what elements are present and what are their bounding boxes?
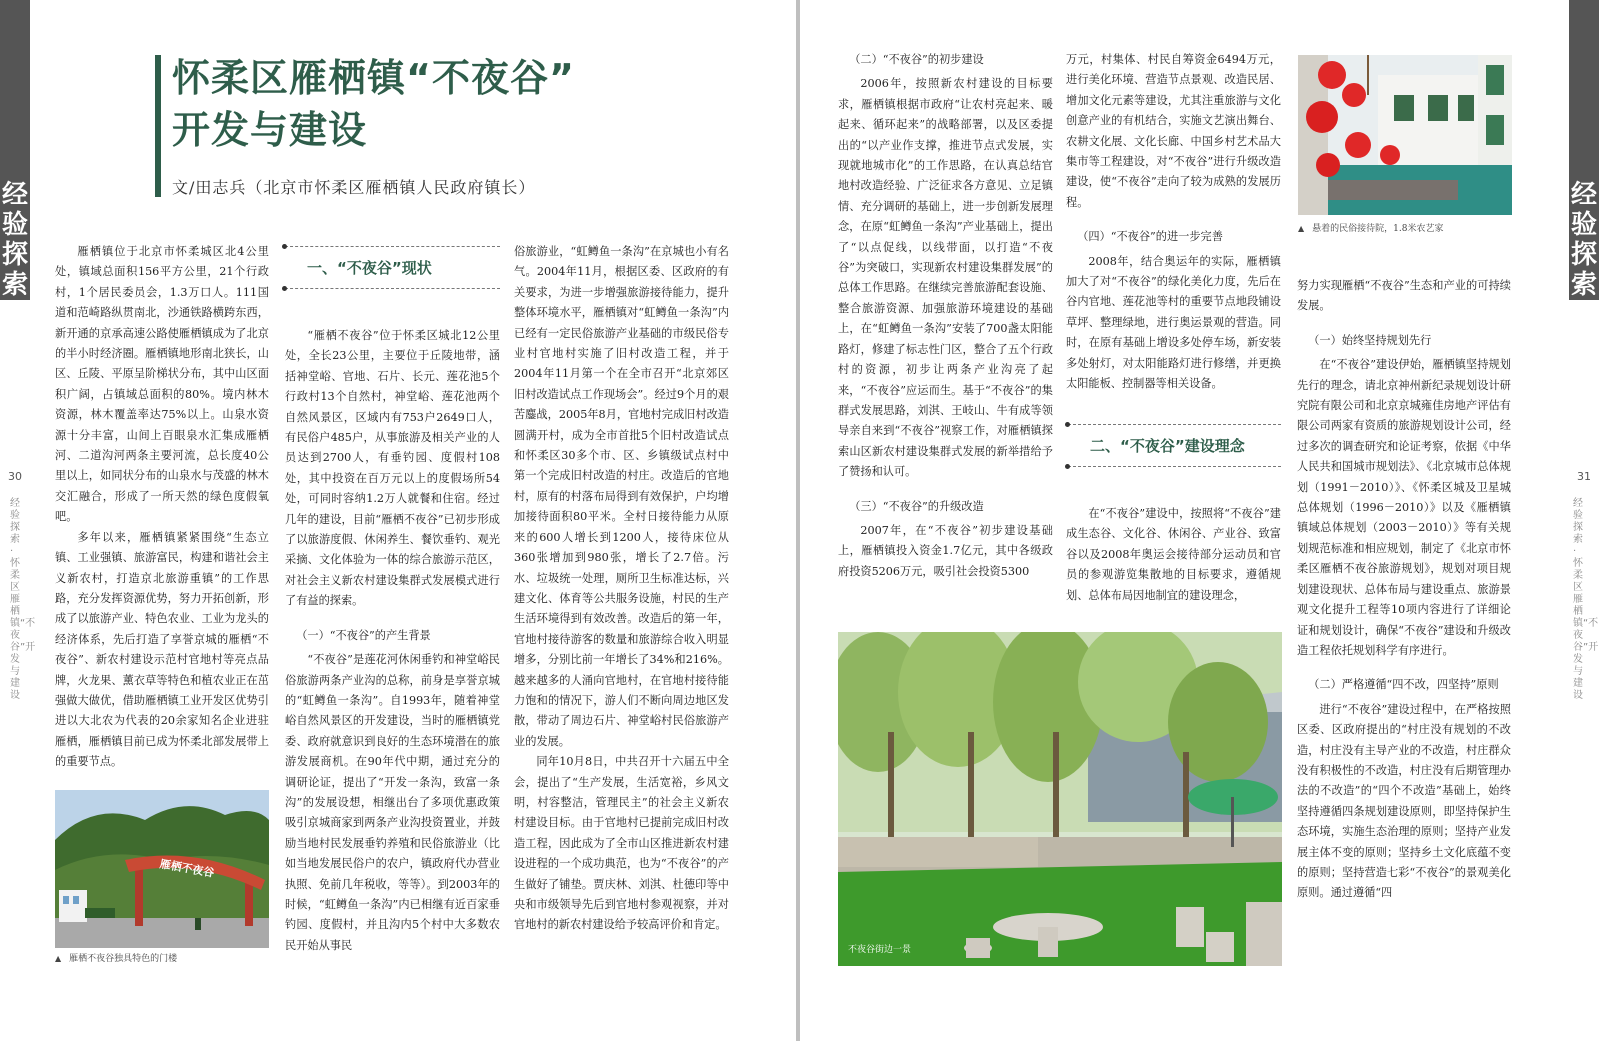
paragraph: “雁栖不夜谷”位于怀柔区城北12公里处，全长23公里，主要位于丘陵地带，涵括神堂峪、官地、石片、长元、莲花池5个行政村13个自然村，神堂峪、莲花池两个自然风景区，区域内有753户2649口人，有民俗户485户，从事旅游及相关产业的人员达到2700人，有垂钓园、度假村108处，其中投资在百万元以上的度假场所54处，可同时容纳1.2万人就餐和住宿。经过几年的建设，目前“雁栖不夜谷”已初步形成了以旅游度假、休闲养生、餐饮垂钓、观光采摘、文化体验为一体的综合旅游示范区，对社会主义新农村建设集群式发展模式进行了有益的探索。 bbox=[285, 329, 500, 608]
subheading: （三）“不夜谷”的升级改造 bbox=[849, 499, 984, 513]
right-page-number: 31 bbox=[1577, 470, 1591, 483]
gate-photo-caption: ▲ 雁栖不夜谷独具特色的门楼 bbox=[55, 954, 178, 964]
paragraph: 雁栖镇位于北京市怀柔城区北4公里处，镇域总面积156平方公里，21个行政村，1个居民委员会，1.3万口人。111国道和范崎路纵贯南北，沙通铁路横跨东西，新开通的京承高速公路使雁栖镇成为了北京的半小时经济圈。雁栖镇地形南北狭长，山区、丘陵、平原呈阶梯状分布，其中山区面积广阔，占镇域总面积的80%。境内林木资源，林木覆盖率达75%以上。山泉水资源十分丰富，山间上百眼泉水汇集成雁栖河、二道沟河两条主要河流，总长度40公里以上，如同状分布的山泉水与茂盛的林木交汇融合，形成了一所天然的绿色度假氧吧。 bbox=[55, 245, 269, 524]
paragraph: 进行“不夜谷”建设过程中，在严格按照区委、区政府提出的“村庄没有规划的不改造，村庄没有主导产业的不改造，村庄群众没有积极性的不改造，村庄没有后期管理办法的不改造”的“四个不改造”基础上，始终坚持遵循四条规划建设原则，即坚持保护生态环境，实施生态治理的原则；坚持产业发展主体不变的原则；坚持乡土文化底蕴不变的原则；坚持营造七彩“不夜谷”的景观美化原则。通过遵循“四 bbox=[1297, 702, 1511, 900]
title-line-1: 怀柔区雁栖镇“不夜谷” bbox=[172, 56, 575, 100]
subheading: （一）“不夜谷”的产生背景 bbox=[296, 628, 431, 642]
courtyard-photo bbox=[1298, 55, 1512, 215]
right-running-side: 经验探索 · 怀柔区雁栖镇“不夜谷”开发与建设 bbox=[1573, 498, 1599, 701]
triangle-icon: ▲ bbox=[55, 954, 62, 963]
right-page bbox=[800, 0, 1599, 1041]
paragraph: 同年10月8日，中共召开十六届五中全会，提出了“生产发展，生活宽裕，乡风文明，村容整洁，管理民主”的社会主义新农村建设目标。由于官地村已提前完成旧村改造工程，因此成为了全市山区推进新农村建设进程的一个成功典范，也为“不夜谷”的产生做好了铺垫。贾庆林、刘淇、杜德印等中央和市级领导先后到官地村参观视察，并对官地村的新农村建设给予较高评价和肯定。 bbox=[514, 755, 729, 932]
paragraph: 俗旅游业，“虹鳟鱼一条沟”在京城也小有名气。2004年11月，根据区委、区政府的有关要求，为进一步增强旅游接待能力，提升整体环境水平，雁栖镇对“虹鳟鱼一条沟”内已经有一定民俗旅游产业基础的市级民俗专业村官地村实施了旧村改造工程，并于2004年11月第一个在全市召开“北京郊区旧村改造试点工作现场会”。经过9个月的艰苦鏖战，2005年8月，官地村完成旧村改造圆满开村，成为全市首批5个旧村改造试点和怀柔区30多个市、区、乡镇级试点村中第一个完成旧村改造的村庄。改造后的官地村，原有的村落布局得到有效保护，户均增加接待面积80平米。全村日接待能力从原来的600人增长到1200人，接待床位从360张增加到980张，增长了2.7倍。污水、垃圾统一处理，厕所卫生标准达标，兴建文化、体育等公共服务设施，村民的生产生活环境得到有效改善。改造后的第一年，官地村接待游客的数量和旅游综合收入明显增多，分别比前一年增长了34%和216%。越来越多的人涌向官地村，在官地村接待能力饱和的情况下，游人们不断向周边地区发散，带动了周边石片、神堂峪村民俗旅游产业的发展。 bbox=[514, 245, 729, 748]
garden-photo bbox=[838, 632, 1282, 966]
left-column-3 bbox=[514, 242, 729, 966]
article-title bbox=[172, 52, 575, 156]
paragraph: 在“不夜谷”建设中，按照将“不夜谷”建成生态谷、文化谷、休闲谷、产业谷、致富谷以及2008年奥运会接待部分运动员和官员的参观游览集散地的目标要求，遵循规划、总体布局因地制宜的建设理念， bbox=[1066, 507, 1281, 602]
paragraph: 在“不夜谷”建设伊始，雁栖镇坚持规划先行的理念，请北京神州新纪录规划设计研究院有限公司和北京京城雍佳房地产评估有限公司两家有资质的旅游规划设计公司，经过多次的调查研究和论证考察，依据《中华人民共和国城市规划法》、《北京城市总体规划（1991－2010）》、《怀柔区城及卫星城总体规划（1996－2010）》以及《雁栖镇镇域总体规划（2003－2010）》等有关规划规范标准和相应规划，制定了《北京市怀柔区雁栖不夜谷旅游规划》，规划对项目规划建设现状、总体布局与建设重点、旅游景观文化提升工程等10项内容进行了详细论证和规划设计，确保“不夜谷”建设和升级改造工程依托规划科学有序进行。 bbox=[1297, 358, 1511, 657]
right-column-1 bbox=[838, 50, 1053, 610]
subheading: （四）“不夜谷”的进一步完善 bbox=[1077, 230, 1223, 244]
section-heading-2: 二、“不夜谷”建设理念 bbox=[1068, 424, 1281, 467]
byline: 文/田志兵（北京市怀柔区雁栖镇人民政府镇长） bbox=[172, 178, 536, 197]
gate-sign-text: 雁栖不夜谷 bbox=[158, 857, 216, 880]
section-heading-1: 一、“不夜谷”现状 bbox=[285, 246, 500, 289]
right-column-2-bottom bbox=[1066, 504, 1281, 608]
right-column-3 bbox=[1297, 276, 1511, 966]
right-section-tag: 经验探索 bbox=[1570, 180, 1597, 300]
paragraph: 2007年，在“不夜谷”初步建设基础上，雁栖镇投入资金1.7亿元，其中各级政府投资5206万元，吸引社会投资5300 bbox=[838, 523, 1053, 578]
left-column-2 bbox=[285, 326, 500, 966]
subheading: （二）严格遵循“四不改，四坚持”原则 bbox=[1308, 678, 1499, 692]
paragraph: 努力实现雁栖“不夜谷”生态和产业的可持续发展。 bbox=[1297, 279, 1511, 313]
right-column-2-top bbox=[1066, 50, 1281, 410]
paragraph: 2008年，结合奥运年的实际，雁栖镇加大了对“不夜谷”的绿化美化力度，先后在谷内官地、莲花池等村的重要节点地段铺设草坪、整理绿地，进行奥运景观的营造。同时，在原有基础上增设多处停车场，新安装多处射灯，对太阳能路灯进行修缮，并更换太阳能板、控制器等相关设备。 bbox=[1066, 254, 1281, 391]
left-running-side: 经验探索 · 怀柔区雁栖镇“不夜谷”开发与建设 bbox=[10, 498, 36, 701]
subheading: （二）“不夜谷”的初步建设 bbox=[849, 53, 984, 66]
paragraph: 2006年，按照新农村建设的目标要求，雁栖镇根据市政府“让农村亮起来、暖起来、循环起来”的战略部署，以及区委提出的“以产业作支撑，推进节点式发展，实现就地城市化”的工作思路，在认真总结官地村改造经验、广泛征求各方意见、立足镇情、充分调研的基础上，进一步创新发展理念，在原“虹鳟鱼一条沟”产业基础上，提出了“以点促线，以线带面，以打造“不夜谷”为突破口，实现新农村建设集群发展”的总体工作思路。在继续完善旅游配套设施、整合旅游资源、加强旅游环境建设的基础上，在“虹鳟鱼一条沟”安装了700盏太阳能路灯，修建了标志性门区，整合了五个行政村的资源，初步让两条产业沟亮了起来，“不夜谷”应运而生。基于“不夜谷”的集群式发展思路，刘淇、王岐山、牛有成等领导亲自来到“不夜谷”视察工作，对雁栖镇探索山区新农村建设集群式发展的新举措给予了赞扬和认可。 bbox=[838, 77, 1053, 479]
paragraph: 万元，村集体、村民自筹资金6494万元，进行美化环境、营造节点景观、改造民居、增加文化元素等建设，尤其注重旅游与文化创意产业的有机结合，实施文艺演出舞台、农耕文化展、文化长廊、中国乡村艺术品大集市等工程建设，对“不夜谷”进行升级改造建设，使“不夜谷”走向了较为成熟的发展历程。 bbox=[1066, 53, 1281, 209]
title-line-2: 开发与建设 bbox=[172, 108, 368, 152]
left-page-number: 30 bbox=[8, 470, 22, 483]
left-section-tag: 经验探索 bbox=[1, 180, 28, 300]
paragraph: 多年以来，雁栖镇紧紧围绕“生态立镇、工业强镇、旅游富民，构建和谐社会主义新农村，打造京北旅游重镇”的工作思路，充分发挥资源优势，努力开拓创新，形成了以旅游产业、特色农业、工业为龙头的经济体系，先后打造了享誉京城的雁栖“不夜谷”、新农村建设示范村官地村等亮点品牌，火龙果、薰衣草等特色和植农业正在茁强做大做优，借助雁栖镇工业开发区优势引进以大北农为代表的20余家知名企业进驻雁栖，雁栖镇目前已成为怀柔北部发展带上的重要节点。 bbox=[55, 530, 269, 769]
subheading: （一）始终坚持规划先行 bbox=[1308, 333, 1432, 347]
courtyard-photo-caption: ▲ 悬着的民俗接待院，1.8米农艺家 bbox=[1298, 224, 1444, 234]
title-accent-bar bbox=[155, 55, 161, 197]
left-column-1 bbox=[55, 242, 269, 782]
paragraph: “不夜谷”是莲花河休闲垂钓和神堂峪民俗旅游两条产业沟的总称，前身是享誉京城的“虹鳟鱼一条沟”。自1993年，随着神堂峪自然风景区的开发建设，当时的雁栖镇党委、政府就意识到良好的生态环境潜在的旅游发展商机。在90年代中期，通过充分的调研论证，提出了“开发一条沟，致富一条沟”的发展设想，相继出台了多项优惠政策吸引京城商家到两条产业沟投资置业，并鼓励当地村民发展垂钓养殖和民俗旅游业（比如当地发展民俗户的农户，镇政府代办营业执照、免前几年税收，等等）。到2003年的时候，“虹鳟鱼一条沟”内已相继有近百家垂钓园、度假村，并且沟内5个村中大多数农民开始从事民 bbox=[285, 653, 500, 952]
left-page bbox=[0, 0, 796, 1041]
garden-photo-caption: 不夜谷街边一景 bbox=[848, 945, 912, 955]
gate-photo bbox=[55, 790, 269, 948]
triangle-icon: ▲ bbox=[1298, 224, 1305, 233]
